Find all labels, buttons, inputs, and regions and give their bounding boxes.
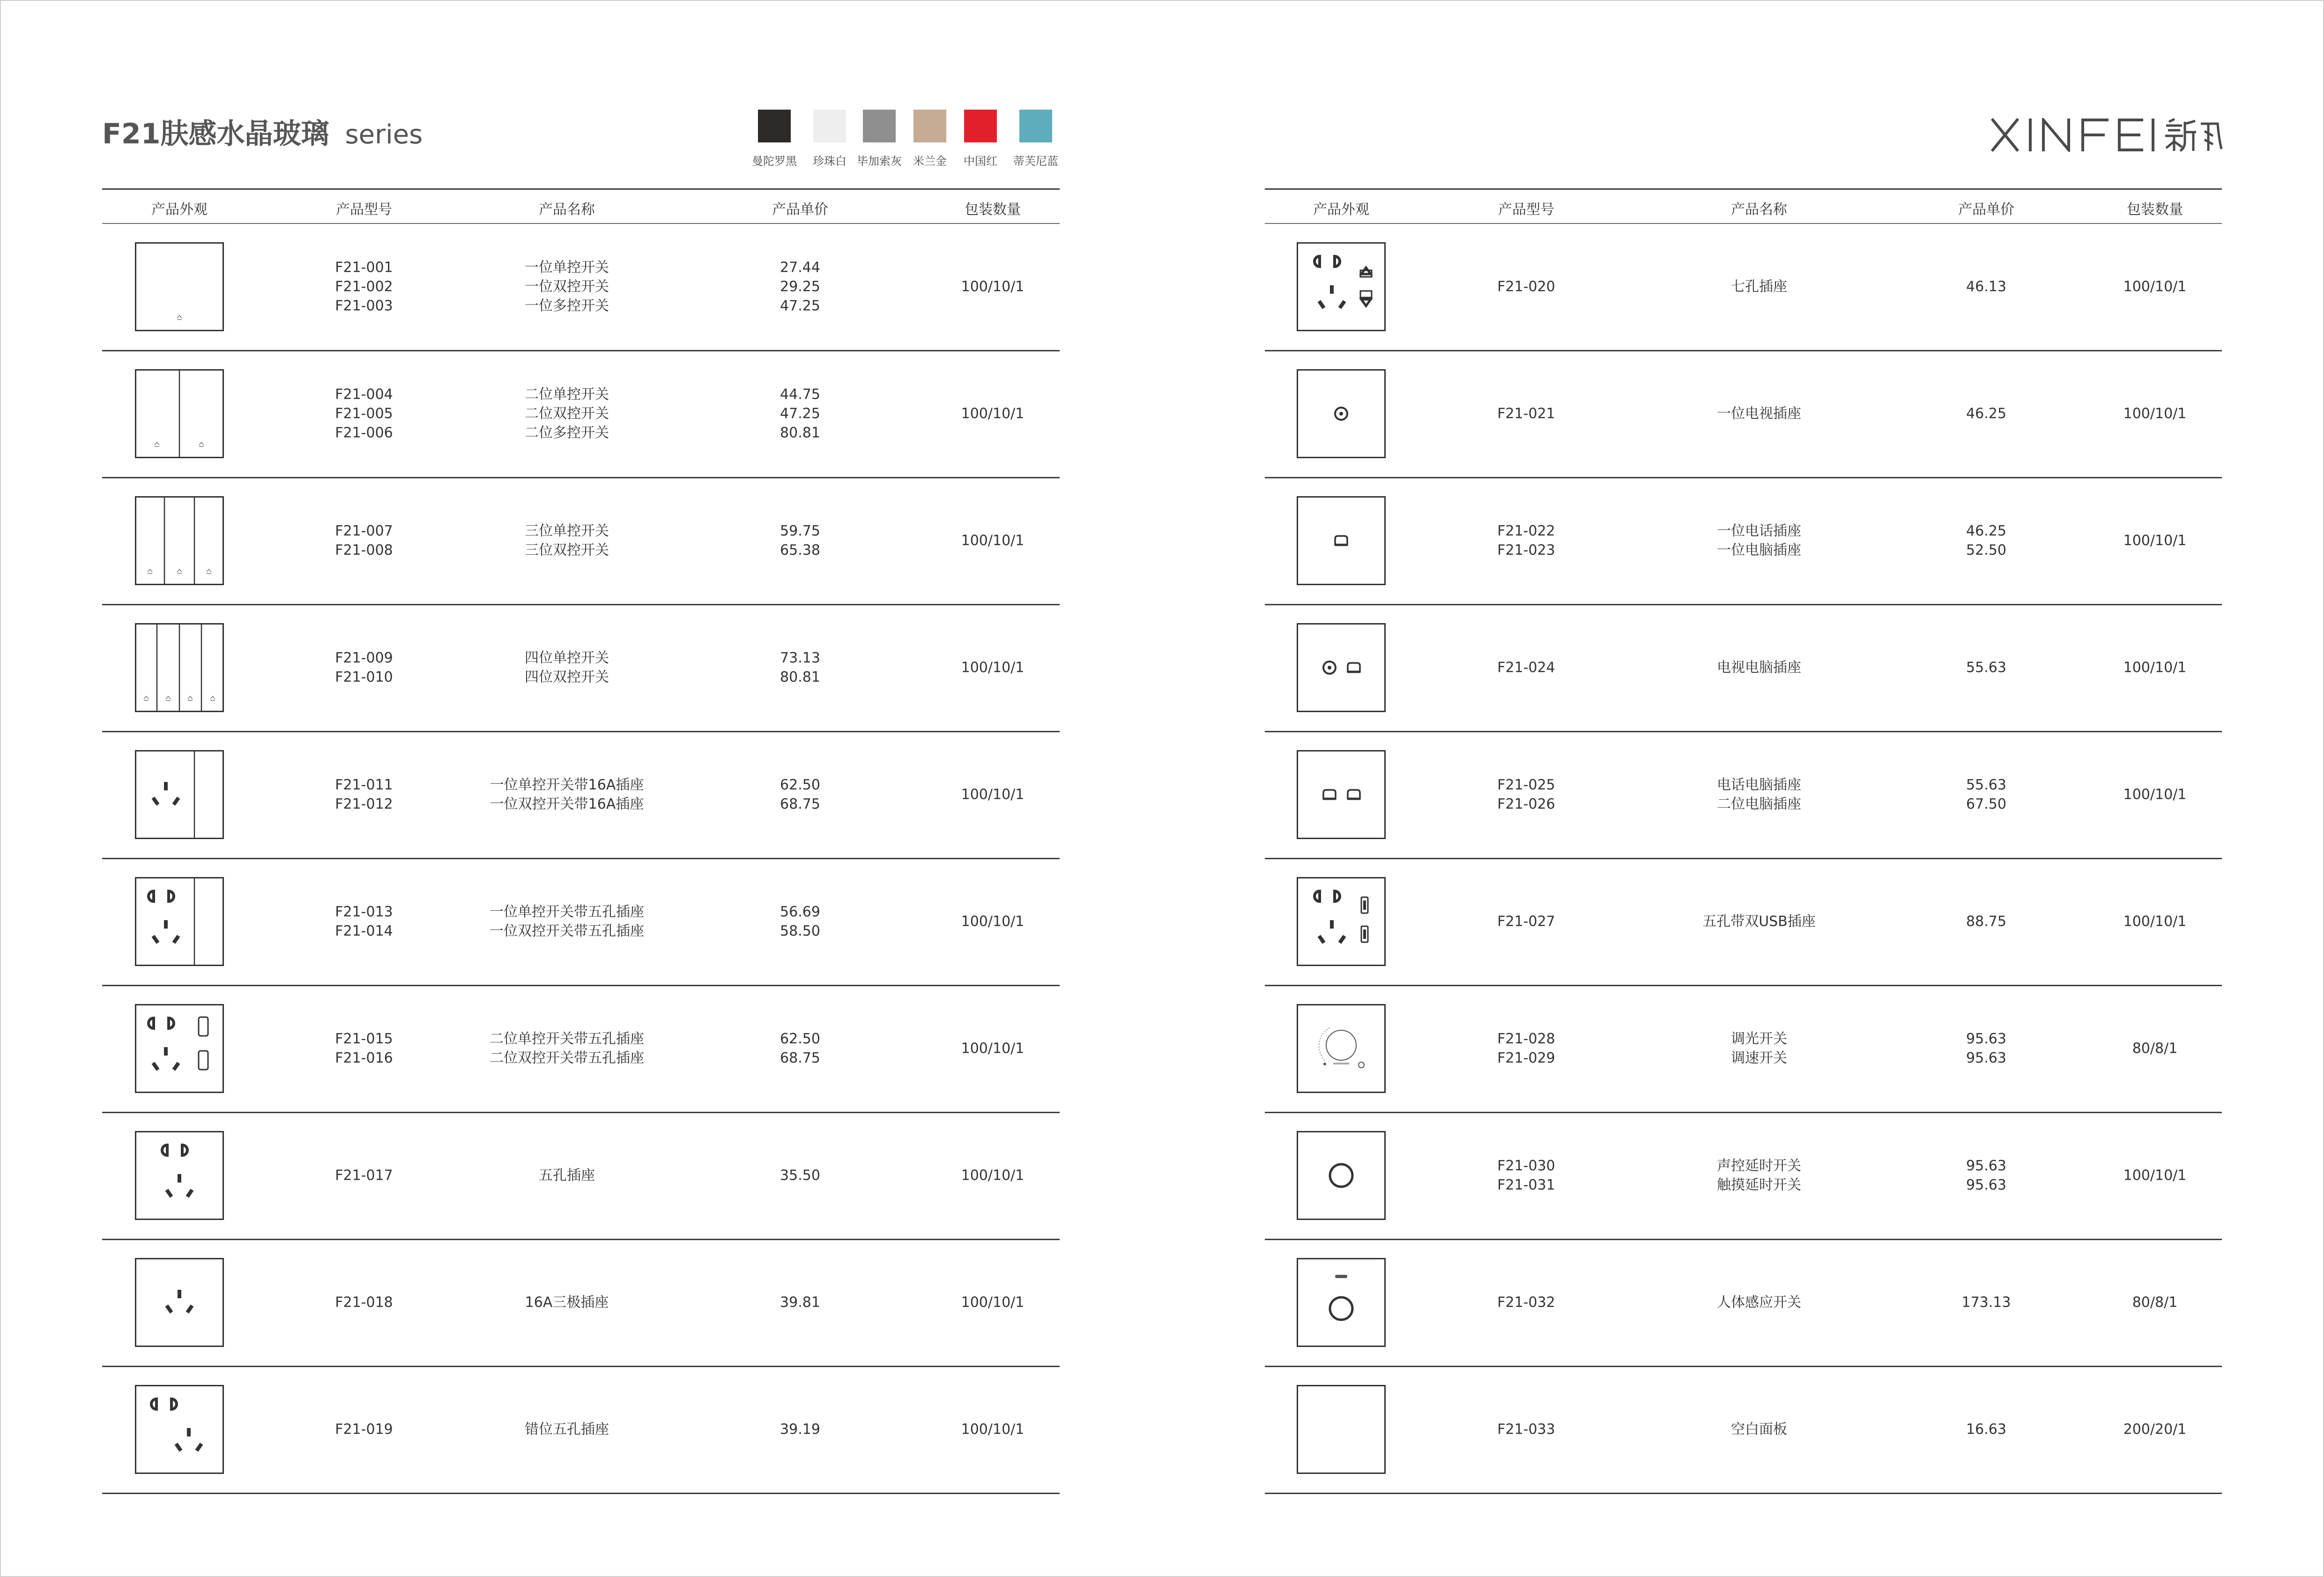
package-quantity: 100/10/1 bbox=[961, 532, 1025, 549]
row-divider bbox=[1265, 1366, 2222, 1367]
product-model: F21-026 bbox=[1497, 796, 1555, 812]
column-header: 产品外观 bbox=[151, 201, 208, 218]
row-divider bbox=[1265, 188, 2222, 190]
row-divider bbox=[102, 731, 1060, 732]
product-model: F21-022 bbox=[1497, 522, 1555, 539]
product-model: F21-009 bbox=[335, 649, 393, 666]
delay-switch-icon bbox=[1297, 1131, 1386, 1220]
product-model-cell bbox=[1497, 521, 1555, 560]
row-divider bbox=[102, 1239, 1060, 1240]
product-model: F21-007 bbox=[335, 522, 393, 539]
product-price-cell bbox=[780, 775, 820, 814]
product-price: 46.13 bbox=[1966, 278, 2006, 295]
product-name: 四位单控开关 bbox=[525, 649, 609, 666]
5hole-usb-socket-icon bbox=[1297, 877, 1386, 966]
product-name-cell bbox=[1717, 1156, 1801, 1195]
product-price: 65.38 bbox=[780, 542, 820, 558]
row-divider bbox=[1265, 858, 2222, 859]
product-model-cell bbox=[335, 521, 393, 560]
product-name-cell bbox=[525, 648, 609, 687]
column-header: 产品名称 bbox=[1731, 201, 1787, 218]
product-name-cell bbox=[490, 1029, 644, 1068]
product-model: F21-017 bbox=[335, 1167, 393, 1183]
product-name: 二位双控开关 bbox=[525, 405, 609, 422]
product-price-cell bbox=[780, 1029, 820, 1068]
product-name: 四位双控开关 bbox=[525, 669, 609, 685]
product-model: F21-032 bbox=[1497, 1294, 1555, 1310]
product-model-cell bbox=[1497, 1156, 1555, 1195]
product-name: 一位双控开关 bbox=[525, 278, 609, 295]
product-price-cell bbox=[1966, 404, 2006, 423]
product-name: 二位双控开关带五孔插座 bbox=[490, 1049, 644, 1066]
product-name-cell bbox=[1731, 277, 1787, 296]
row-divider bbox=[1265, 1239, 2222, 1240]
row-divider bbox=[102, 1493, 1060, 1494]
product-price: 80.81 bbox=[780, 424, 820, 441]
product-name: 调速开关 bbox=[1731, 1049, 1787, 1066]
product-price: 58.50 bbox=[780, 922, 820, 939]
product-price: 16.63 bbox=[1966, 1421, 2006, 1437]
row-divider bbox=[1265, 604, 2222, 605]
product-name: 五孔带双USB插座 bbox=[1702, 913, 1816, 930]
package-quantity: 100/10/1 bbox=[961, 786, 1025, 803]
product-name: 触摸延时开关 bbox=[1717, 1176, 1801, 1193]
series-title-sub: series bbox=[345, 119, 423, 150]
product-model-cell bbox=[335, 1293, 393, 1312]
row-divider bbox=[1265, 223, 2222, 224]
package-quantity: 100/10/1 bbox=[2123, 532, 2187, 549]
product-price: 95.63 bbox=[1966, 1030, 2006, 1047]
product-model-cell bbox=[335, 1029, 393, 1068]
product-name: 一位电视插座 bbox=[1717, 405, 1801, 422]
product-model-cell bbox=[1497, 277, 1555, 296]
product-price: 62.50 bbox=[780, 776, 820, 793]
series-title bbox=[102, 112, 423, 152]
product-model: F21-004 bbox=[335, 386, 393, 402]
product-model-cell bbox=[335, 1420, 393, 1439]
product-price-cell bbox=[780, 1420, 820, 1439]
package-quantity: 100/10/1 bbox=[2123, 1167, 2187, 1183]
product-price-cell bbox=[1966, 1029, 2006, 1068]
product-price: 39.19 bbox=[780, 1421, 820, 1437]
column-header: 产品型号 bbox=[336, 201, 392, 218]
product-price: 47.25 bbox=[780, 298, 820, 314]
product-model: F21-003 bbox=[335, 298, 393, 314]
color-swatch-label: 珍珠白 bbox=[813, 155, 846, 168]
product-price-cell bbox=[780, 648, 820, 687]
product-name: 声控延时开关 bbox=[1717, 1157, 1801, 1174]
product-name: 一位多控开关 bbox=[525, 298, 609, 314]
row-divider bbox=[102, 1112, 1060, 1113]
product-price: 95.63 bbox=[1966, 1049, 2006, 1066]
switch-2gang-icon bbox=[135, 369, 224, 458]
product-name-cell bbox=[490, 775, 644, 814]
row-divider bbox=[1265, 985, 2222, 986]
product-name: 调光开关 bbox=[1731, 1030, 1787, 1047]
package-quantity: 100/10/1 bbox=[2123, 659, 2187, 676]
product-model: F21-015 bbox=[335, 1030, 393, 1047]
product-name-cell bbox=[525, 1420, 609, 1439]
column-header: 产品单价 bbox=[1958, 201, 2014, 218]
row-divider bbox=[102, 858, 1060, 859]
package-quantity: 100/10/1 bbox=[2123, 405, 2187, 422]
switch2-5hole-socket-icon bbox=[135, 1004, 224, 1093]
product-model: F21-011 bbox=[335, 776, 393, 793]
product-model: F21-013 bbox=[335, 903, 393, 920]
product-price: 59.75 bbox=[780, 522, 820, 539]
7hole-socket-icon bbox=[1297, 242, 1386, 331]
product-price-cell bbox=[780, 1293, 820, 1312]
tv-socket-icon bbox=[1297, 369, 1386, 458]
row-divider bbox=[1265, 477, 2222, 478]
product-name: 电视电脑插座 bbox=[1717, 659, 1801, 676]
product-name: 人体感应开关 bbox=[1717, 1294, 1801, 1310]
product-name: 错位五孔插座 bbox=[525, 1421, 609, 1437]
product-name: 16A三极插座 bbox=[525, 1294, 609, 1310]
product-price: 88.75 bbox=[1966, 913, 2006, 930]
product-model-cell bbox=[1497, 775, 1555, 814]
product-price: 46.25 bbox=[1966, 522, 2006, 539]
row-divider bbox=[1265, 731, 2222, 732]
product-price: 95.63 bbox=[1966, 1176, 2006, 1193]
row-divider bbox=[1265, 1112, 2222, 1113]
xinfei-logo bbox=[1991, 118, 2223, 152]
product-price: 95.63 bbox=[1966, 1157, 2006, 1174]
color-swatch bbox=[1019, 110, 1052, 142]
color-swatch bbox=[758, 110, 791, 142]
product-name-cell bbox=[525, 385, 609, 442]
product-model: F21-008 bbox=[335, 542, 393, 558]
product-price-cell bbox=[780, 385, 820, 442]
product-price: 62.50 bbox=[780, 1030, 820, 1047]
column-header: 产品型号 bbox=[1498, 201, 1554, 218]
product-price: 55.63 bbox=[1966, 659, 2006, 676]
package-quantity: 100/10/1 bbox=[961, 278, 1025, 295]
motion-sensor-icon bbox=[1297, 1258, 1386, 1347]
product-price: 173.13 bbox=[1961, 1294, 2011, 1310]
product-name-cell bbox=[1717, 521, 1801, 560]
row-divider bbox=[102, 223, 1060, 224]
product-model: F21-030 bbox=[1497, 1157, 1555, 1174]
row-divider bbox=[102, 350, 1060, 351]
row-divider bbox=[102, 477, 1060, 478]
switch-16a-socket-icon bbox=[135, 750, 224, 839]
product-name: 三位双控开关 bbox=[525, 542, 609, 558]
offset-5hole-socket-icon bbox=[135, 1385, 224, 1474]
logo-text: XINFEI新飞 bbox=[1991, 118, 1994, 119]
product-model-cell bbox=[1497, 1420, 1555, 1439]
column-header: 产品外观 bbox=[1313, 201, 1369, 218]
color-swatch bbox=[964, 110, 997, 142]
column-header: 产品名称 bbox=[539, 201, 595, 218]
package-quantity: 80/8/1 bbox=[2132, 1294, 2178, 1310]
package-quantity: 100/10/1 bbox=[961, 1040, 1025, 1056]
product-price-cell bbox=[1962, 1293, 2011, 1312]
product-model: F21-001 bbox=[335, 259, 393, 275]
product-model-cell bbox=[1497, 658, 1555, 677]
column-header: 产品单价 bbox=[772, 201, 828, 218]
row-divider bbox=[1265, 350, 2222, 351]
product-model-cell bbox=[335, 648, 393, 687]
product-name-cell bbox=[1717, 775, 1801, 814]
switch-1gang-icon bbox=[135, 242, 224, 331]
product-name: 一位单控开关 bbox=[525, 259, 609, 275]
row-divider bbox=[102, 1366, 1060, 1367]
product-name: 一位电脑插座 bbox=[1717, 542, 1801, 558]
package-quantity: 100/10/1 bbox=[961, 405, 1025, 422]
product-name-cell bbox=[525, 1293, 609, 1312]
switch-3gang-icon bbox=[135, 496, 224, 585]
product-name: 电话电脑插座 bbox=[1717, 776, 1801, 793]
package-quantity: 100/10/1 bbox=[961, 913, 1025, 930]
color-swatch-label: 曼陀罗黑 bbox=[752, 155, 797, 168]
color-swatch-label: 中国红 bbox=[964, 155, 997, 168]
color-swatch bbox=[913, 110, 946, 142]
product-model-cell bbox=[335, 775, 393, 814]
product-name-cell bbox=[1731, 1420, 1787, 1439]
row-divider bbox=[102, 985, 1060, 986]
color-swatch-label: 蒂芙尼蓝 bbox=[1013, 155, 1058, 168]
product-price: 52.50 bbox=[1966, 542, 2006, 558]
column-header: 包装数量 bbox=[2127, 201, 2183, 218]
product-price: 44.75 bbox=[780, 386, 820, 402]
product-price: 47.25 bbox=[780, 405, 820, 422]
color-swatch bbox=[813, 110, 846, 142]
color-swatch-label: 米兰金 bbox=[913, 155, 947, 168]
product-price: 55.63 bbox=[1966, 776, 2006, 793]
product-price: 27.44 bbox=[780, 259, 820, 275]
package-quantity: 100/10/1 bbox=[961, 1167, 1025, 1183]
product-model-cell bbox=[1497, 1029, 1555, 1068]
product-model: F21-020 bbox=[1497, 278, 1555, 295]
product-price-cell bbox=[780, 521, 820, 560]
product-price-cell bbox=[1966, 912, 2006, 931]
product-model: F21-029 bbox=[1497, 1049, 1555, 1066]
product-name: 空白面板 bbox=[1731, 1421, 1787, 1437]
product-price: 73.13 bbox=[780, 649, 820, 666]
blank-plate-icon bbox=[1297, 1385, 1386, 1474]
product-name: 一位单控开关带16A插座 bbox=[490, 776, 644, 793]
product-name-cell bbox=[525, 258, 609, 315]
product-model: F21-018 bbox=[335, 1294, 393, 1310]
product-model: F21-023 bbox=[1497, 542, 1555, 558]
product-name: 一位双控开关带16A插座 bbox=[490, 796, 644, 812]
product-name: 三位单控开关 bbox=[525, 522, 609, 539]
dual-data-socket-icon bbox=[1297, 750, 1386, 839]
product-price-cell bbox=[1966, 277, 2006, 296]
switch-5hole-socket-icon bbox=[135, 877, 224, 966]
product-model: F21-024 bbox=[1497, 659, 1555, 676]
product-name-cell bbox=[490, 902, 644, 941]
product-model: F21-031 bbox=[1497, 1176, 1555, 1193]
product-price-cell bbox=[780, 258, 820, 315]
product-model: F21-005 bbox=[335, 405, 393, 422]
product-name-cell bbox=[1717, 1293, 1801, 1312]
product-model: F21-002 bbox=[335, 278, 393, 295]
product-name-cell bbox=[539, 1166, 595, 1185]
product-model: F21-027 bbox=[1497, 913, 1555, 930]
product-name-cell bbox=[1702, 912, 1816, 931]
product-name-cell bbox=[525, 521, 609, 560]
package-quantity: 100/10/1 bbox=[961, 659, 1025, 676]
product-model-cell bbox=[1497, 1293, 1555, 1312]
color-swatch bbox=[863, 110, 896, 142]
product-name: 二位单控开关 bbox=[525, 386, 609, 402]
dimmer-icon bbox=[1297, 1004, 1386, 1093]
product-model: F21-021 bbox=[1497, 405, 1555, 422]
product-price-cell bbox=[1966, 775, 2006, 814]
product-name-cell bbox=[1731, 1029, 1787, 1068]
product-name-cell bbox=[1717, 658, 1801, 677]
product-price-cell bbox=[1966, 1420, 2006, 1439]
product-name: 二位电脑插座 bbox=[1717, 796, 1801, 812]
product-model-cell bbox=[1497, 912, 1555, 931]
product-name: 一位电话插座 bbox=[1717, 522, 1801, 539]
package-quantity: 200/20/1 bbox=[2123, 1421, 2187, 1437]
5hole-socket-icon bbox=[135, 1131, 224, 1220]
color-swatch-label: 毕加索灰 bbox=[857, 155, 902, 168]
package-quantity: 100/10/1 bbox=[961, 1294, 1025, 1310]
package-quantity: 100/10/1 bbox=[2123, 786, 2187, 803]
product-model: F21-028 bbox=[1497, 1030, 1555, 1047]
product-model: F21-010 bbox=[335, 669, 393, 685]
product-model-cell bbox=[1497, 404, 1555, 423]
product-price: 39.81 bbox=[780, 1294, 820, 1310]
product-price: 29.25 bbox=[780, 278, 820, 295]
16a-socket-icon bbox=[135, 1258, 224, 1347]
product-model-cell bbox=[335, 258, 393, 315]
product-name: 一位双控开关带五孔插座 bbox=[490, 922, 644, 939]
product-price: 56.69 bbox=[780, 903, 820, 920]
package-quantity: 100/10/1 bbox=[2123, 278, 2187, 295]
product-price-cell bbox=[1966, 658, 2006, 677]
package-quantity: 100/10/1 bbox=[961, 1421, 1025, 1437]
product-name: 二位单控开关带五孔插座 bbox=[490, 1030, 644, 1047]
product-model: F21-033 bbox=[1497, 1421, 1555, 1437]
series-title-main: F21肤感水晶玻璃 bbox=[102, 118, 329, 150]
product-model: F21-006 bbox=[335, 424, 393, 441]
product-model-cell bbox=[335, 1166, 393, 1185]
product-price: 35.50 bbox=[780, 1167, 820, 1183]
product-name: 二位多控开关 bbox=[525, 424, 609, 441]
product-name: 七孔插座 bbox=[1731, 278, 1787, 295]
product-model: F21-016 bbox=[335, 1049, 393, 1066]
product-price: 80.81 bbox=[780, 669, 820, 685]
switch-4gang-icon bbox=[135, 623, 224, 712]
data-socket-icon bbox=[1297, 496, 1386, 585]
product-price-cell bbox=[780, 1166, 820, 1185]
package-quantity: 80/8/1 bbox=[2132, 1040, 2178, 1056]
product-price-cell bbox=[1966, 1156, 2006, 1195]
product-model: F21-025 bbox=[1497, 776, 1555, 793]
product-price: 67.50 bbox=[1966, 796, 2006, 812]
package-quantity: 100/10/1 bbox=[2123, 913, 2187, 930]
product-name: 五孔插座 bbox=[539, 1167, 595, 1183]
product-price-cell bbox=[1966, 521, 2006, 560]
product-model: F21-014 bbox=[335, 922, 393, 939]
tv-data-socket-icon bbox=[1297, 623, 1386, 712]
row-divider bbox=[102, 188, 1060, 190]
column-header: 包装数量 bbox=[965, 201, 1021, 218]
product-model: F21-019 bbox=[335, 1421, 393, 1437]
product-name: 一位单控开关带五孔插座 bbox=[490, 903, 644, 920]
product-model-cell bbox=[335, 902, 393, 941]
product-name-cell bbox=[1717, 404, 1801, 423]
product-price: 46.25 bbox=[1966, 405, 2006, 422]
product-price: 68.75 bbox=[780, 1049, 820, 1066]
product-price: 68.75 bbox=[780, 796, 820, 812]
row-divider bbox=[102, 604, 1060, 605]
product-model: F21-012 bbox=[335, 796, 393, 812]
product-model-cell bbox=[335, 385, 393, 442]
row-divider bbox=[1265, 1493, 2222, 1494]
product-price-cell bbox=[780, 902, 820, 941]
